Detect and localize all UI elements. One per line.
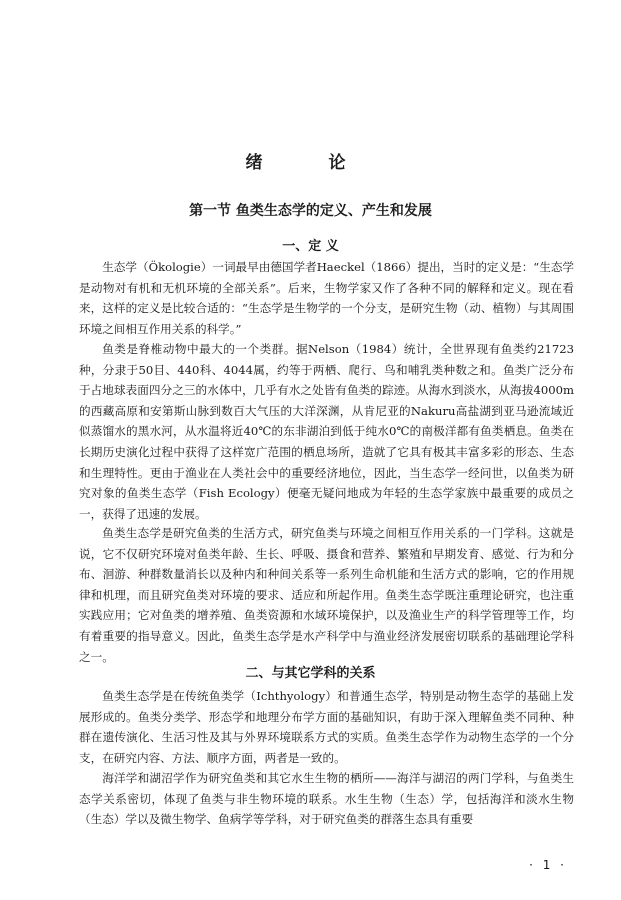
subsection-title-relations: 二、与其它学科的关系 [245,666,376,681]
chapter-title: 绪 论 [245,153,376,173]
paragraph-ecology-definition: 生态学（Ökologie）一词最早由德国学者Haeckel（1866）提出，当时的定义是：“生态学是动物对有机和无机环境的全部关系”。后来，生物学家又作了各种不同的解释和定义。现在看来，这样的定义是比较合适的：“生态学是生物学的一个分支，是研究生物（动、植物）与其周围环境之间相互作用关系的科学。” [79,260,575,336]
paragraph-oceanography-relation: 海洋学和湖沼学作为研究鱼类和其它水生生物的栖所——海洋与湖沼的两门学科，与鱼类生态学关系密切，体现了鱼类与非生物环境的联系。水生生物（生态）学，包括海洋和淡水生物（生态）学以及微生物学、鱼病学等学科，对于研究鱼类的群落生态具有重要 [79,771,574,827]
page-number: · 1 · [529,858,567,872]
subsection-title-definition: 一、定 义 [282,239,339,254]
paragraph-fish-ecology-scope: 鱼类生态学是研究鱼类的生活方式，研究鱼类与环境之间相互作用关系的一门学科。这就是说，它不仅研究环境对鱼类年龄、生长、呼吸、摄食和营养、繁殖和早期发育、感觉、行为和分布、洄游、种群数量消长以及种内和种间关系等一系列生命机能和生活方式的影响，它的作用规律和机理，而且研究鱼类对环境的要求、适应和所起作用。鱼类生态学既注重理论研究，也注重实践应用；它对鱼类的增养殖、鱼类资源和水域环境保护，以及渔业生产的科学管理等工作，均有着重要的指导意义。因此，鱼类生态学是水产科学中与渔业经济发展密切联系的基础理论学科之一。 [79,526,574,664]
section-title: 第一节 鱼类生态学的定义、产生和发展 [189,203,432,219]
paragraph-fish-diversity: 鱼类是脊椎动物中最大的一个类群。据Nelson（1984）统计，全世界现有鱼类约21723种，分隶于50目、440科、4044属，约等于两栖、爬行、鸟和哺乳类种数之和。鱼类广泛分布于占地球表面四分之三的水体中，几乎有水之处皆有鱼类的踪迹。从海水到淡水，从海拔4000m的西藏高原和安第斯山脉到数百大气压的大洋深渊，从肯尼亚的Nakuru高盐湖到亚马逊流域近似蒸馏水的黑水河，从水温将近40℃的东非湖泊到低于纯水0℃的南极洋都有鱼类栖息。鱼类在长期历史演化过程中获得了这样宽广范围的栖息场所，造就了它具有极其丰富多彩的形态、生态和生理特性。更由于渔业在人类社会中的重要经济地位，因此，当生态学一经问世，以鱼类为研究对象的鱼类生态学（Fish Ecology）便毫无疑问地成为年轻的生态学家族中最重要的成员之一，获得了迅速的发展。 [79,342,574,521]
paragraph-ichthyology-relation: 鱼类生态学是在传统鱼类学（Ichthyology）和普通生态学，特别是动物生态学的基础上发展形成的。鱼类分类学、形态学和地理分布学方面的基础知识，有助于深入理解鱼类不同种、种群在遗传演化、生活习性及其与外界环境联系方式的实质。鱼类生态学作为动物生态学的一个分支，在研究内容、方法、顺序方面，两者是一致的。 [79,689,574,765]
